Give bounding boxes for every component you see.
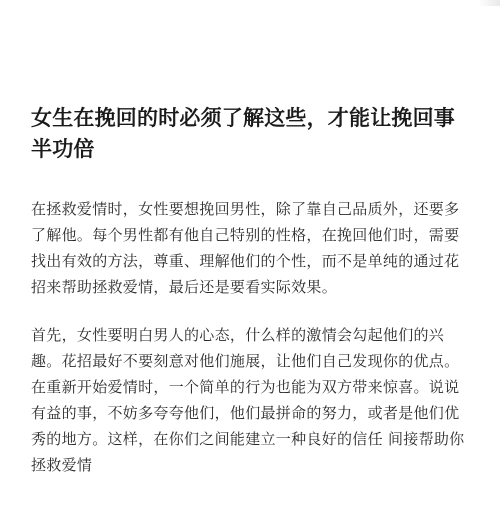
article-title: 女生在挽回的时必须了解这些，才能让挽回事半功倍 xyxy=(31,106,455,161)
top-blank-area xyxy=(0,0,500,92)
status-corner-mark xyxy=(478,0,500,6)
article-paragraph-1: 在拯救爱情时，女性要想挽回男性，除了靠自己品质外，还要多了解他。每个男性都有他自己特别的性格，在挽回他们时，需要找出有效的方法，尊重、理解他们的个性，而不是单纯的通过花招来帮助拯救爱情，最后还是要看实际效果。 xyxy=(31,200,460,296)
article-container xyxy=(31,103,471,478)
article-paragraph-2: 首先，女性要明白男人的心态，什么样的激情会勾起他们的兴趣。花招最好不要刻意对他们施展，让他们自己发现你的优点。在重新开始爱情时，一个简单的行为也能为双方带来惊喜。说说有益的事，不妨多夸夸他们，他们最拼命的努力，或者是他们优秀的地方。这样，在你们之间能建立一种良好的信任 间接帮助你拯救爱情 xyxy=(31,326,465,474)
